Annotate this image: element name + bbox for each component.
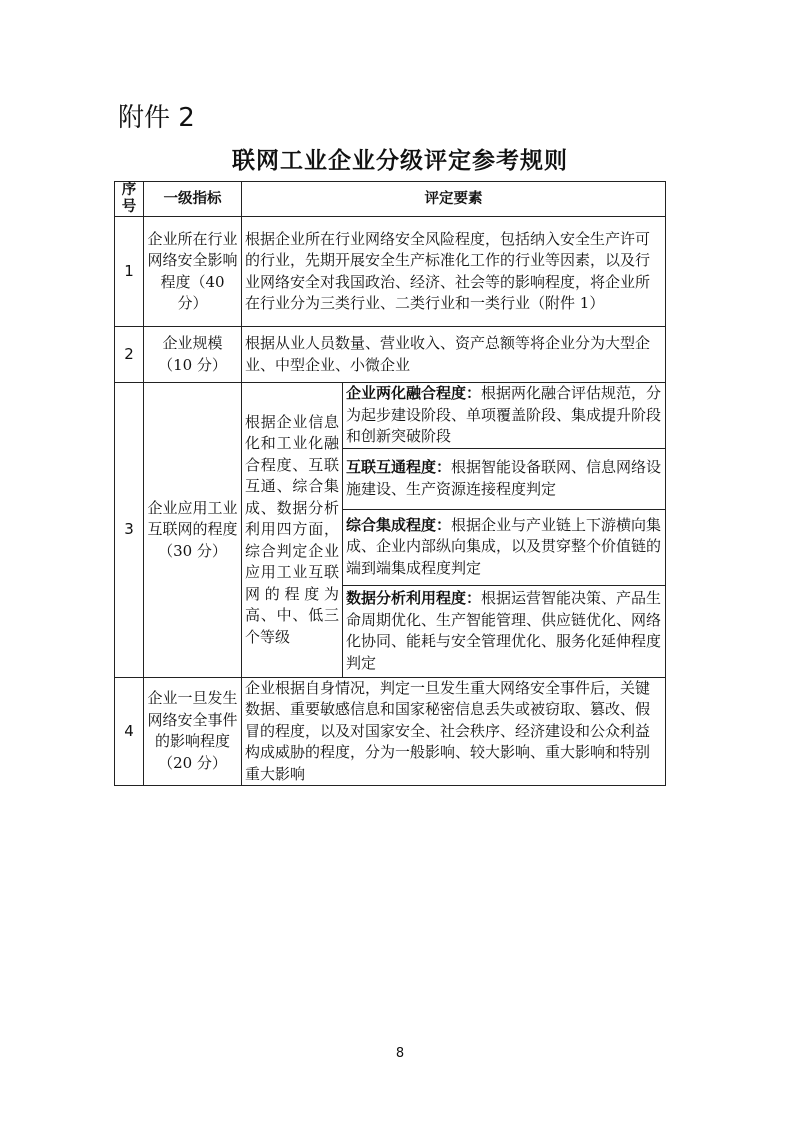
sub-1-text: 根据两化融合评估规范，分为起步建设阶段、单项覆盖阶段、集成提升阶段和创新突破阶段 — [346, 384, 662, 445]
sub-4-text: 根据运营智能决策、产品生命周期优化、生产智能管理、供应链优化、网络化协同、能耗与安全管理优化、服务化延伸程度判定 — [346, 589, 662, 672]
row-2-elements: 根据从业人员数量、营业收入、资产总额等将企业分为大型企业、中型企业、小微企业 — [242, 327, 666, 383]
row-4-indicator: 企业一旦发生网络安全事件的影响程度（20 分） — [144, 677, 242, 786]
row-3-sub-1 — [343, 383, 666, 449]
row-3-sub-3 — [343, 509, 666, 585]
annex-label: 附件 2 — [118, 103, 195, 133]
sub-3-label: 综合集成程度： — [346, 515, 452, 534]
rating-rules-table — [114, 181, 666, 786]
table-header-row — [115, 182, 666, 217]
row-1-no: 1 — [115, 217, 144, 327]
table-row — [115, 327, 666, 383]
row-2-indicator: 企业规模（10 分） — [144, 327, 242, 383]
row-2-no: 2 — [115, 327, 144, 383]
page-title: 联网工业企业分级评定参考规则 — [232, 148, 568, 174]
page-number: 8 — [395, 1046, 405, 1061]
row-3-no: 3 — [115, 383, 144, 678]
header-no: 序号 — [115, 182, 144, 217]
sub-2-text: 根据智能设备联网、信息网络设施建设、生产资源连接程度判定 — [346, 458, 662, 498]
table-row — [115, 677, 666, 786]
row-1-indicator: 企业所在行业网络安全影响程度（40 分） — [144, 217, 242, 327]
sub-1-label: 企业两化融合程度： — [346, 384, 482, 402]
row-4-elements: 企业根据自身情况，判定一旦发生重大网络安全事件后，关键数据、重要敏感信息和国家秘密信息丢失或被窃取、篡改、假冒的程度，以及对国家安全、社会秩序、经济建设和公众利益构成威胁的程度，分为一般影响、较大影响、重大影响和特别重大影响 — [242, 677, 666, 786]
row-1-elements: 根据企业所在行业网络安全风险程度，包括纳入安全生产许可的行业，先期开展安全生产标准化工作的行业等因素，以及行业网络安全对我国政治、经济、社会等的影响程度，将企业所在行业分为三类行业、二类行业和一类行业（附件 1） — [242, 217, 666, 327]
sub-3-text: 根据企业与产业链上下游横向集成、企业内部纵向集成，以及贯穿整个价值链的端到端集成程度判定 — [346, 515, 662, 577]
row-3-sub-2 — [343, 448, 666, 509]
row-4-no: 4 — [115, 677, 144, 786]
table-row — [115, 383, 666, 449]
row-3-description: 根据企业信息化和工业化融合程度、互联互通、综合集成、数据分析利用四方面，综合判定企业应用工业互联网的程度为高、中、低三个等级 — [242, 383, 343, 678]
sub-2-label: 互联互通程度： — [346, 458, 452, 476]
row-3-indicator: 企业应用工业互联网的程度（30 分） — [144, 383, 242, 678]
header-indicator: 一级指标 — [144, 182, 242, 217]
sub-4-label: 数据分析利用程度： — [346, 589, 482, 607]
header-elements: 评定要素 — [242, 182, 666, 217]
table-row — [115, 217, 666, 327]
row-3-sub-4 — [343, 585, 666, 677]
